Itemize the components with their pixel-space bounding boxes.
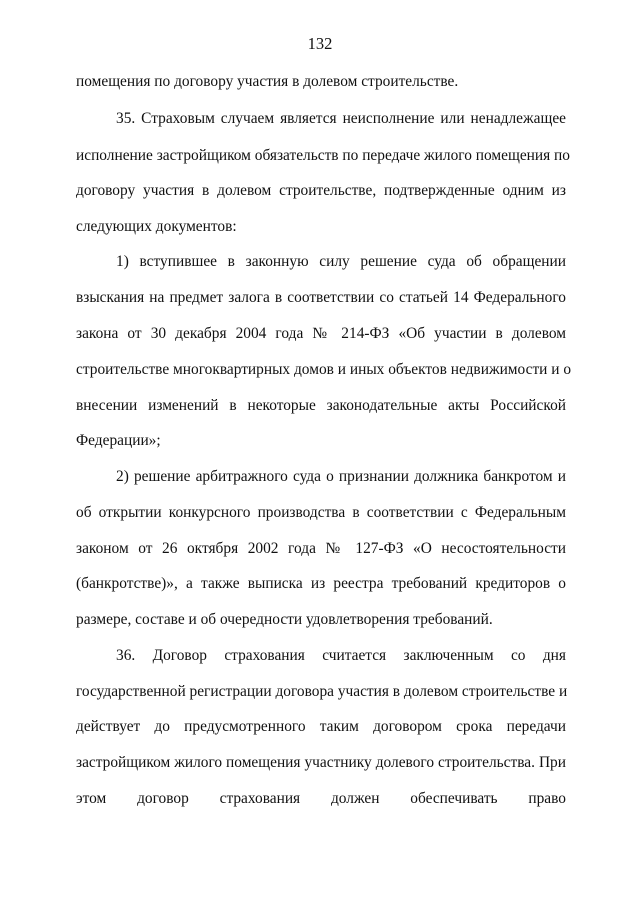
text-line: внесении изменений в некоторые законодательные акты Российской — [76, 397, 566, 414]
text-line: строительстве многоквартирных домов и иных объектов недвижимости и о — [76, 361, 572, 378]
text-line: следующих документов: — [76, 218, 237, 235]
text-line: Федерации»; — [76, 432, 161, 449]
text-line: закона от 30 декабря 2004 года № 214-ФЗ «Об участии в долевом — [76, 325, 566, 342]
text-line: государственной регистрации договора участия в долевом строительстве и — [76, 683, 568, 700]
text-line: об открытии конкурсного производства в соответствии с Федеральным — [76, 504, 566, 521]
text-line: (банкротстве)», а также выписка из реестра требований кредиторов о — [76, 575, 566, 592]
text-line: размере, составе и об очередности удовлетворения требований. — [76, 611, 493, 628]
text-line: действует до предусмотренного таким договором срока передачи — [76, 718, 566, 735]
text-line: законом от 26 октября 2002 года № 127-ФЗ «О несостоятельности — [76, 540, 566, 557]
text-line: исполнение застройщиком обязательств по передаче жилого помещения по — [76, 147, 570, 164]
list-item-1-line: 1) вступившее в законную силу решение суда об обращении — [116, 253, 566, 270]
text-line: договору участия в долевом строительстве, подтвержденные одним из — [76, 182, 566, 199]
text-line: помещения по договору участия в долевом строительстве. — [76, 73, 459, 90]
text-line: застройщиком жилого помещения участнику долевого строительства. При — [76, 754, 566, 771]
text-line: этом договор страхования должен обеспечивать право — [76, 790, 566, 807]
paragraph-35-line: 35. Страховым случаем является неисполнение или ненадлежащее — [116, 110, 566, 127]
paragraph-36-line: 36. Договор страхования считается заключенным со дня — [116, 647, 566, 664]
list-item-2-line: 2) решение арбитражного суда о признании должника банкротом и — [116, 468, 566, 485]
page-number: 132 — [307, 34, 333, 53]
text-line: взыскания на предмет залога в соответствии со статьей 14 Федерального — [76, 289, 566, 306]
